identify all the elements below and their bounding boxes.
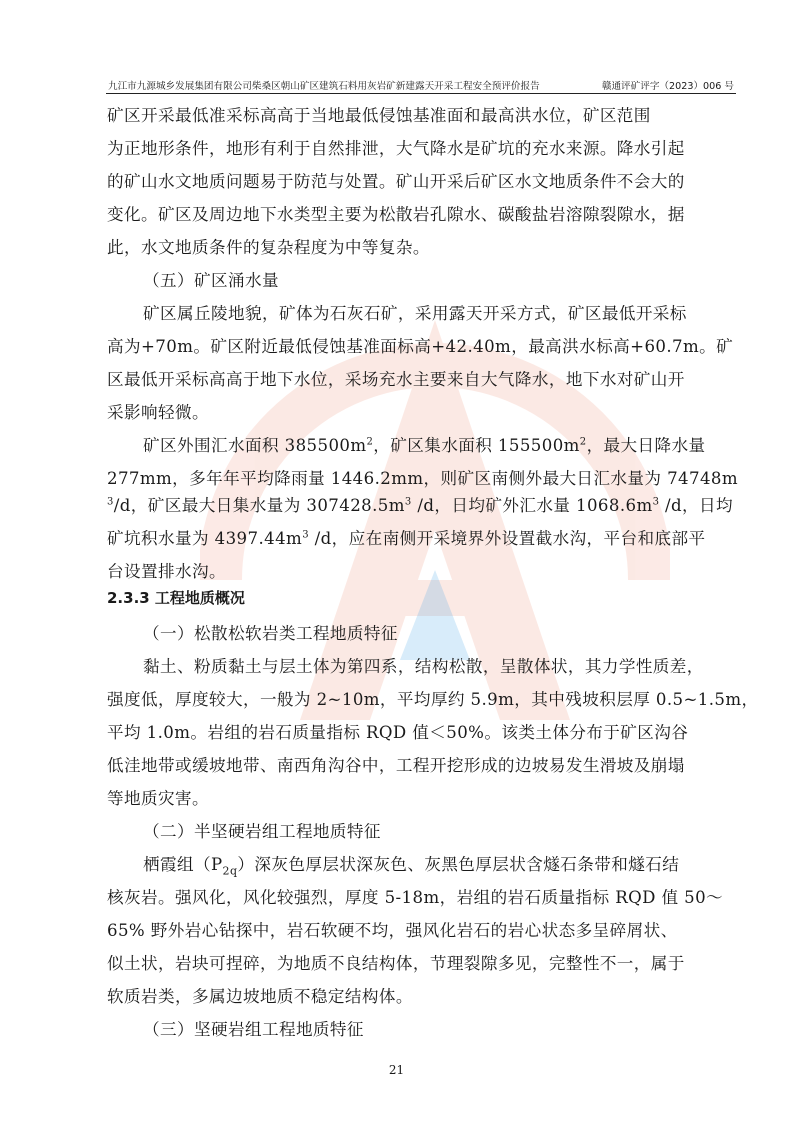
text-line: 似土状，岩块可捏碎，为地质不良结构体，节理裂隙多见，完整性不一，属于 — [107, 954, 685, 973]
text-line: 平均 1.0m。岩组的岩石质量指标 RQD 值＜50%。该类土体分布于矿区沟谷 — [107, 723, 689, 742]
text-line: 277mm，多年年平均降雨量 1446.2mm，则矿区南侧外最大日汇水量为 74748m — [107, 469, 738, 488]
text-line: $^3$/d，矿区最大日集水量为 $307428.5m^3$ /d，日均矿外汇水量 $1068.6m^3$ /d，日均 — [107, 496, 734, 515]
subsection-heading: （一）松散松软岩类工程地质特征 — [143, 624, 398, 643]
text-line: 核灰岩。强风化，风化较强烈，厚度 5-18m，岩组的岩石质量指标 RQD 值 50～ — [107, 888, 724, 907]
text-line: 等地质灾害。 — [107, 789, 209, 808]
page-number: 21 — [388, 1063, 405, 1077]
section-heading: 2.3.3 工程地质概况 — [107, 589, 245, 607]
header-rule — [106, 93, 736, 94]
subsection-heading: （三）坚硬岩组工程地质特征 — [143, 1020, 364, 1039]
text-line: 变化。矿区及周边地下水类型主要为松散岩孔隙水、碳酸盐岩溶隙裂隙水，据 — [107, 205, 685, 224]
text-line: 低洼地带或缓坡地带、南西角沟谷中，工程开挖形成的边坡易发生滑坡及崩塌 — [107, 756, 685, 775]
header-title: 九江市九源城乡发展集团有限公司柴桑区朝山矿区建筑石料用灰岩矿新建露天开采工程安全预评价报告 — [108, 81, 540, 92]
text-line: 矿区外围汇水面积 $385500m^2$，矿区集水面积 $155500m^2$，最大日降水量 — [143, 436, 706, 455]
text-line: 65% 野外岩心钻探中，岩石软硬不均，强风化岩石的岩心状态多呈碎屑状、 — [107, 921, 678, 940]
text-line: 区最低开采标高高于地下水位，采场充水主要来自大气降水，地下水对矿山开 — [107, 370, 685, 389]
text-line: 矿区属丘陵地貌，矿体为石灰石矿，采用露天开采方式，矿区最低开采标 — [143, 304, 687, 323]
text-line: 高为+70m。矿区附近最低侵蚀基准面标高+42.40m，最高洪水标高+60.7m。矿 — [107, 337, 734, 356]
text-line: 的矿山水文地质问题易于防范与处置。矿山开采后矿区水文地质条件不会大的 — [107, 172, 685, 191]
text-line: 强度低，厚度较大，一般为 2~10m，平均厚约 5.9m，其中残坡积层厚 0.5~1.5m， — [107, 690, 759, 709]
text-line: 栖霞组$(P_{2q})$深灰色厚层状深灰色、灰黑色厚层状含燧石条带和燧石结 — [143, 855, 680, 878]
header-report-number: 赣通评矿评字（2023）006 号 — [601, 81, 734, 92]
text-line: 台设置排水沟。 — [107, 562, 226, 581]
text-line: 软质岩类，多属边坡地质不稳定结构体。 — [107, 987, 413, 1006]
text-line: 采影响轻微。 — [107, 403, 209, 422]
text-line: 矿坑积水量为 $4397.44m^3$ /d，应在南侧开采境界外设置截水沟，平台和底部平 — [107, 529, 706, 548]
subsection-heading: （五）矿区涌水量 — [143, 271, 279, 290]
text-line: 此，水文地质条件的复杂程度为中等复杂。 — [107, 238, 430, 257]
text-line: 为正地形条件，地形有利于自然排泄，大气降水是矿坑的充水来源。降水引起 — [107, 139, 685, 158]
text-line: 矿区开采最低准采标高高于当地最低侵蚀基准面和最高洪水位，矿区范围 — [107, 106, 651, 125]
subsection-heading: （二）半坚硬岩组工程地质特征 — [143, 822, 381, 841]
text-line: 黏土、粉质黏土与层土体为第四系，结构松散，呈散体状，其力学性质差， — [143, 657, 704, 676]
